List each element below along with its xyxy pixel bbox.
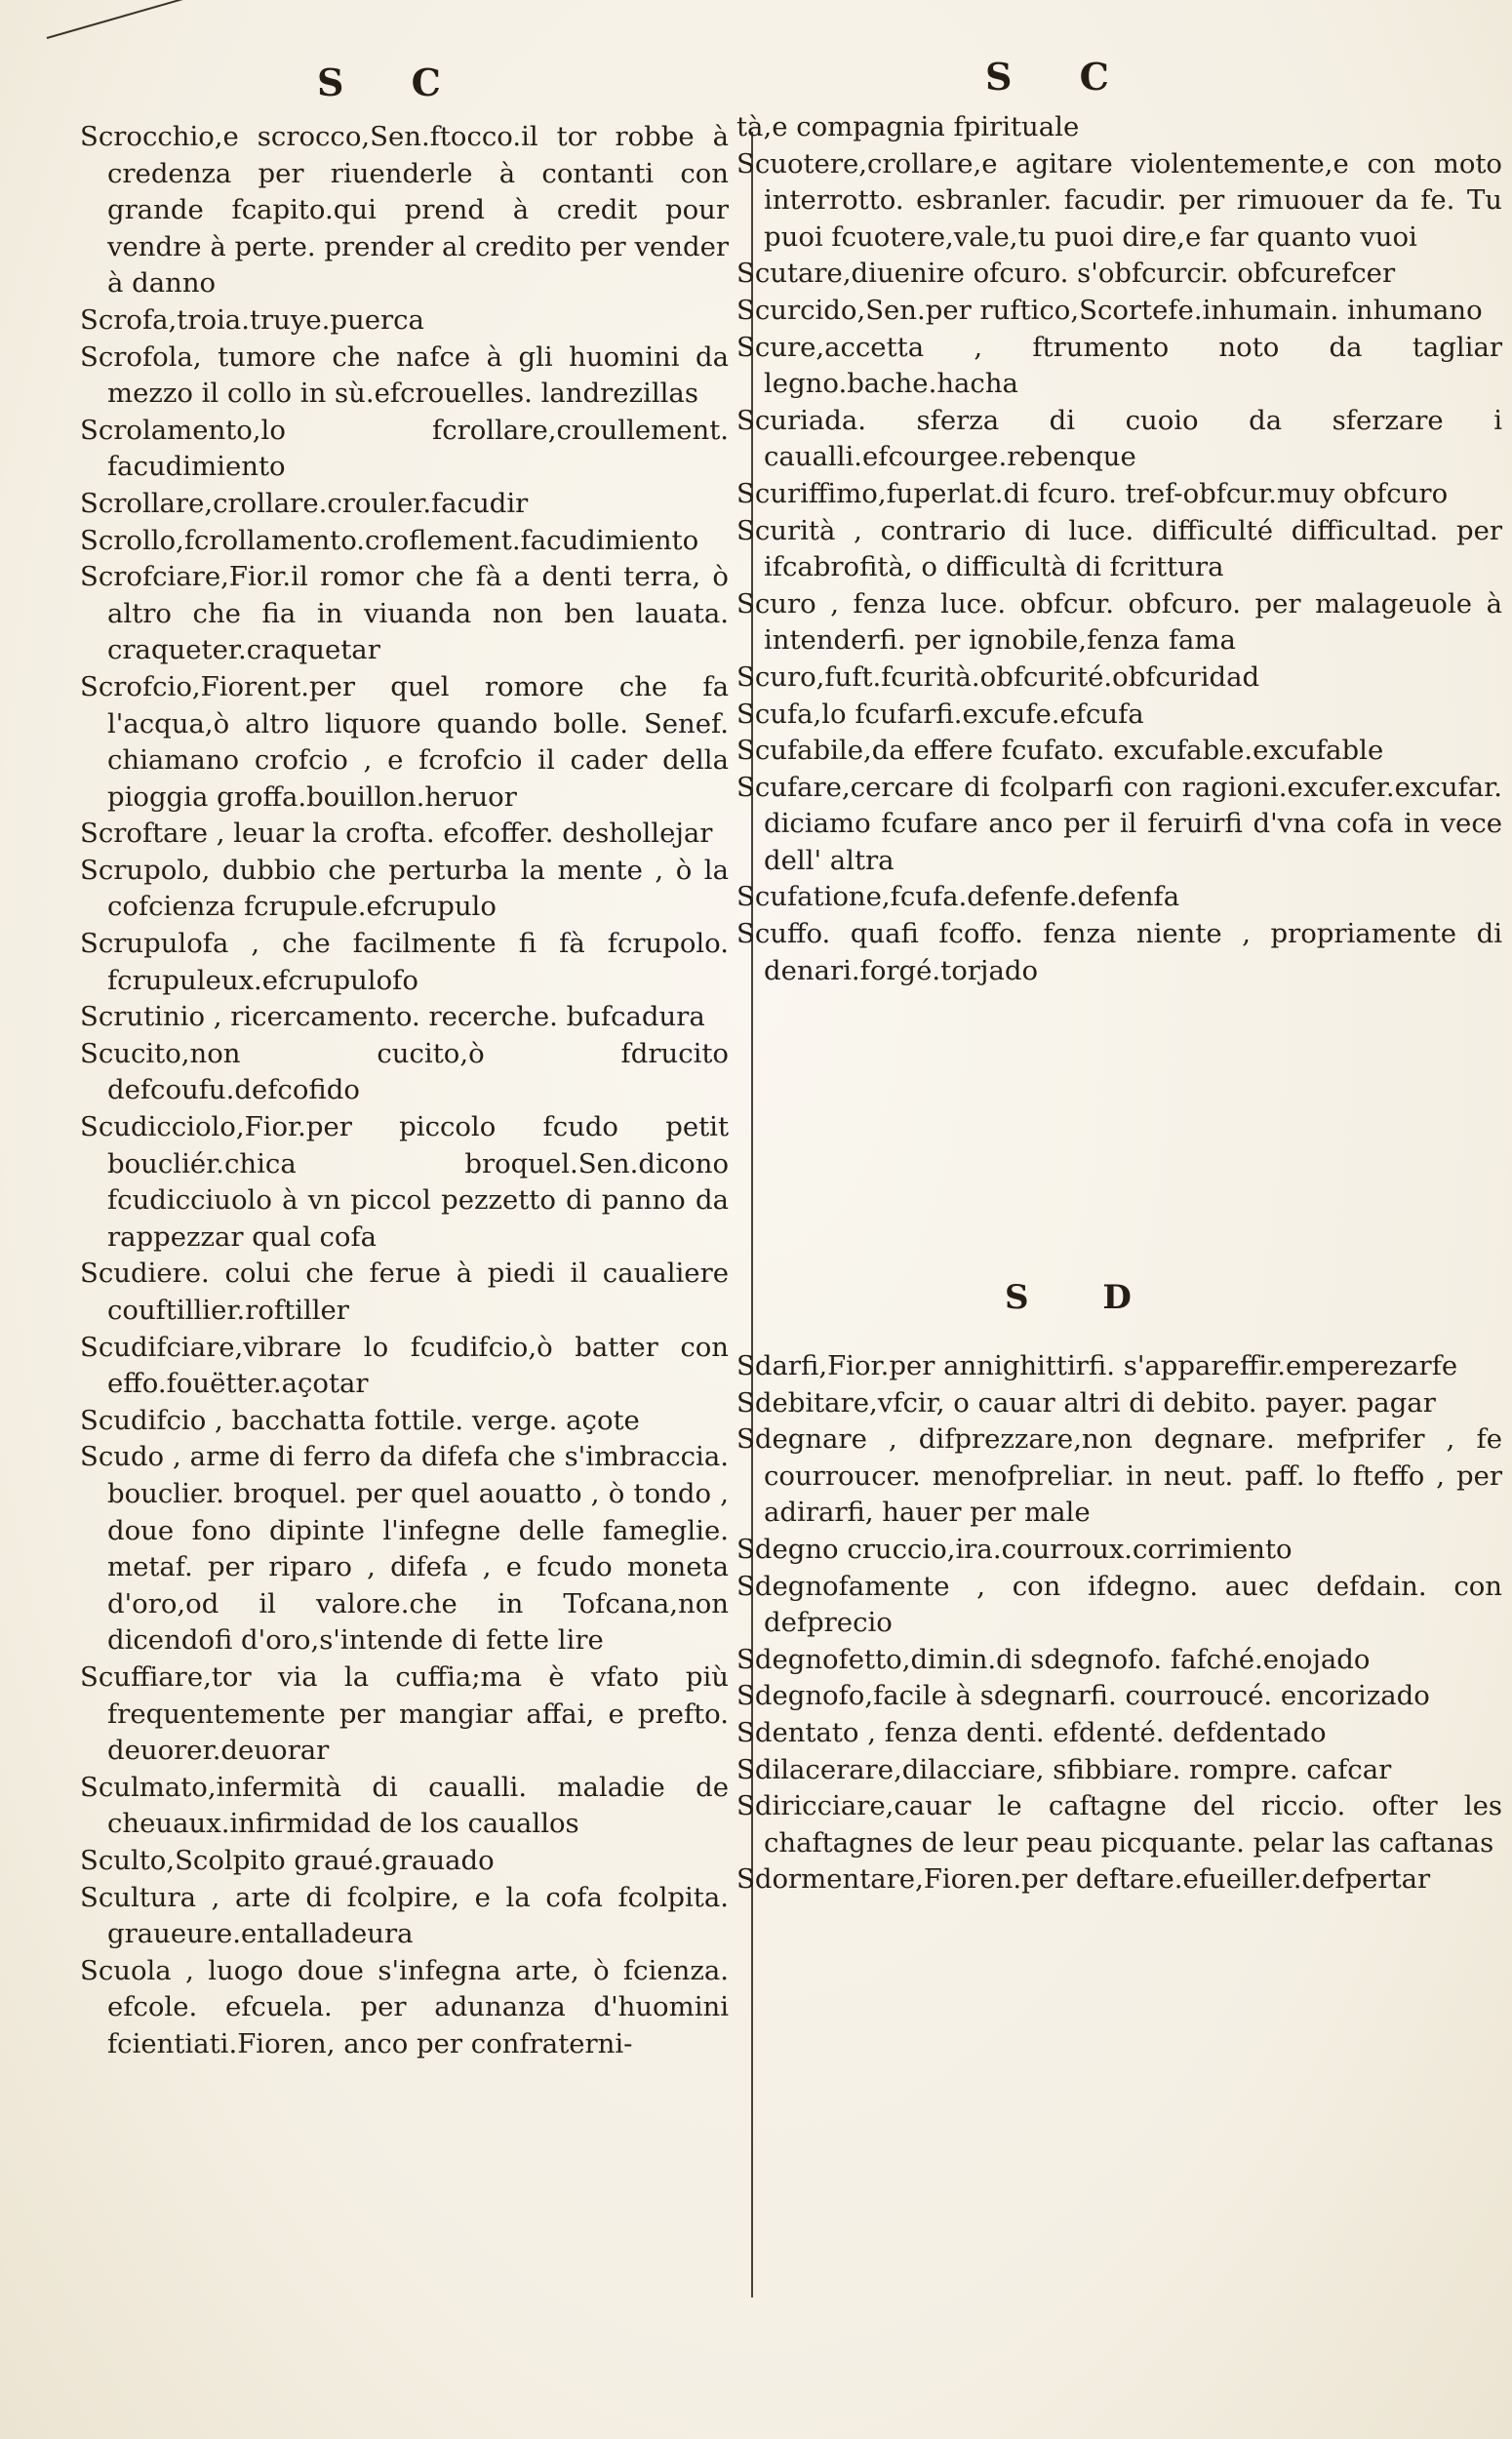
dictionary-entry: Sculto,Scolpito graué.grauado bbox=[80, 1844, 495, 1876]
right-entries-bottom bbox=[736, 1348, 1502, 1899]
dictionary-entry: Sdegno cruccio,ira.courroux.corrimiento bbox=[736, 1533, 1293, 1565]
left-running-header: S C bbox=[317, 60, 468, 104]
dictionary-entry: Scudifcio , bacchatta fottile. verge. açote bbox=[80, 1404, 640, 1436]
right-entries-top bbox=[736, 109, 1502, 989]
dictionary-entry: Sdegnofamente , con ifdegno. auec defdain. con defprecio bbox=[736, 1570, 1502, 1639]
dictionary-entry: Scrocchio,e scrocco,Sen.ftocco.il tor robbe à credenza per riuenderle à contanti con grande fcapito.qui prend à credit pour vendre à perte. prender al credito per vender à danno bbox=[80, 121, 729, 300]
dictionary-entry: Scrollare,crollare.crouler.facudir bbox=[80, 487, 529, 519]
dictionary-entry: Scuffiare,tor via la cuffia;ma è vfato più frequentemente per mangiar affai, e prefto. deuorer.deuorar bbox=[80, 1660, 729, 1767]
dictionary-entry: Scrofa,troia.truye.puerca bbox=[80, 303, 424, 336]
dictionary-entry: Scucito,non cucito,ò fdrucito defcoufu.defcofido bbox=[80, 1037, 729, 1106]
dictionary-entry: Sdegnofo,facile à sdegnarfi. courroucé. encorizado bbox=[736, 1680, 1430, 1712]
dictionary-entry: Scuola , luogo doue s'infegna arte, ò fcienza. efcole. efcuela. per adunanza d'huomini fcientiati.Fioren, anco per confraterni- bbox=[80, 1954, 729, 2059]
dictionary-entry: Scufa,lo fcufarfi.excufe.efcufa bbox=[736, 698, 1144, 730]
dictionary-entry: Sdormentare,Fioren.per deftare.efueiller.defpertar bbox=[736, 1863, 1431, 1896]
left-entries bbox=[80, 119, 729, 2062]
dictionary-entry: Sdentato , fenza denti. efdenté. defdentado bbox=[736, 1716, 1327, 1748]
dictionary-entry: Sculmato,infermità di caualli. maladie de cheuaux.infirmidad de los cauallos bbox=[80, 1771, 729, 1840]
dictionary-entry: Scure,accetta , ftrumento noto da tagliar legno.bache.hacha bbox=[736, 331, 1502, 400]
dictionary-entry: Scudo , arme di ferro da difefa che s'imbraccia. bouclier. broquel. per quel aouatto , ò tondo , doue fono dipinte l'infegne delle fameglie. metaf. per riparo , difefa , e fcudo moneta d'oro,od il valore.che in Tofcana,non dicendofi d'oro,s'intende di fette lire bbox=[80, 1441, 729, 1657]
dictionary-entry: Scrolamento,lo fcrollare,croullement. facudimiento bbox=[80, 414, 729, 483]
dictionary-entry: Sdarfi,Fior.per annighittirfi. s'appareffir.emperezarfe bbox=[736, 1350, 1458, 1381]
dictionary-entry: tà,e compagnia fpirituale bbox=[736, 111, 1080, 142]
right-running-header: S C bbox=[985, 55, 1136, 99]
dictionary-entry: Scuffo. quafi fcoffo. fenza niente , propriamente di denari.forgé.torjado bbox=[736, 918, 1502, 986]
dictionary-entry: Scuro,fuft.fcurità.obfcurité.obfcuridad bbox=[736, 660, 1260, 693]
dictionary-entry: Sdilacerare,dilacciare, sfibbiare. rompre. cafcar bbox=[736, 1753, 1392, 1785]
dictionary-entry: Scrupulofa , che facilmente fi fà fcrupolo. fcrupuleux.efcrupulofo bbox=[80, 928, 729, 996]
dictionary-entry: Scufatione,fcufa.defenfe.defenfa bbox=[736, 881, 1180, 913]
dictionary-entry: Scudiere. colui che ferue à piedi il caualiere couftillier.roftiller bbox=[80, 1258, 729, 1326]
dictionary-entry: Scuro , fenza luce. obfcur. obfcuro. per malageuole à intenderfi. per ignobile,fenza fama bbox=[736, 587, 1502, 657]
dictionary-entry: Scufare,cercare di fcolparfi con ragioni.excufer.excufar. diciamo fcufare anco per il feruirfi d'vna cofa in vece dell' altra bbox=[736, 771, 1502, 876]
dictionary-entry: Sdiricciare,cauar le caftagne del riccio. ofter les chaftagnes de leur peau picquante. pelar las caftanas bbox=[736, 1790, 1502, 1859]
dictionary-entry: Sdegnofetto,dimin.di sdegnofo. fafché.enojado bbox=[736, 1643, 1371, 1675]
dictionary-entry: Scudifciare,vibrare lo fcudifcio,ò batter con effo.fouëtter.açotar bbox=[80, 1331, 729, 1400]
ink-mark bbox=[47, 0, 188, 39]
dictionary-entry: Scuotere,crollare,e agitare violentemente,e con moto interrotto. esbranler. facudir. per rimuouer da fe. Tu puoi fcuotere,vale,tu puoi dire,e far quanto vuoi bbox=[736, 147, 1502, 253]
dictionary-entry: Scrofcio,Fiorent.per quel romore che fa l'acqua,ò altro liquore quando bolle. Senef. chiamano crofcio , e fcrofcio il cader della pioggia groffa.bouillon.heruor bbox=[80, 670, 729, 813]
dictionary-entry: Scrutinio , ricercamento. recerche. bufcadura bbox=[80, 1001, 705, 1033]
dictionary-entry: Scurcido,Sen.per ruftico,Scortefe.inhumain. inhumano bbox=[736, 294, 1483, 326]
dictionary-entry: Scroftare , leuar la crofta. efcoffer. deshollejar bbox=[80, 818, 713, 850]
dictionary-entry: Scrupolo, dubbio che perturba la mente , ò la cofcienza fcrupule.efcrupulo bbox=[80, 854, 729, 923]
dictionary-entry: Scrofola, tumore che nafce à gli huomini da mezzo il collo in sù.efcrouelles. landrezillas bbox=[80, 340, 729, 410]
dictionary-entry: Scutare,diuenire ofcuro. s'obfcurcir. obfcurefcer bbox=[736, 258, 1396, 290]
dictionary-entry: Sdebitare,vfcir, o cauar altri di debito. payer. pagar bbox=[736, 1386, 1436, 1419]
dictionary-entry: Sdegnare , difprezzare,non degnare. mefprifer , fe courroucer. menofpreliar. in neut. paff. lo fteffo , per adirarfi, hauer per male bbox=[736, 1423, 1502, 1529]
dictionary-entry: Scrollo,fcrollamento.croflement.facudimiento bbox=[80, 524, 699, 556]
section-heading: S D bbox=[1005, 1278, 1163, 1317]
dictionary-entry: Scufabile,da effere fcufato. excufable.excufable bbox=[736, 735, 1384, 767]
dictionary-entry: Scrofciare,Fior.il romor che fà a denti terra, ò altro che fia in viuanda non ben lauata. craqueter.craquetar bbox=[80, 561, 729, 666]
dictionary-entry: Scultura , arte di fcolpire, e la cofa fcolpita. graueure.entalladeura bbox=[80, 1881, 729, 1950]
dictionary-entry: Scuriada. sferza di cuoio da sferzare i caualli.efcourgee.rebenque bbox=[736, 404, 1502, 473]
dictionary-entry: Scuriffimo,fuperlat.di fcuro. tref-obfcur.muy obfcuro bbox=[736, 477, 1449, 509]
dictionary-entry: Scurità , contrario di luce. difficulté difficultad. per ifcabrofità, o difficultà di fcrittura bbox=[736, 514, 1502, 583]
dictionary-entry: Scudicciolo,Fior.per piccolo fcudo petit boucliér.chica broquel.Sen.dicono fcudicciuolo à vn piccol pezzetto di panno da rappezzar qual cofa bbox=[80, 1111, 729, 1253]
